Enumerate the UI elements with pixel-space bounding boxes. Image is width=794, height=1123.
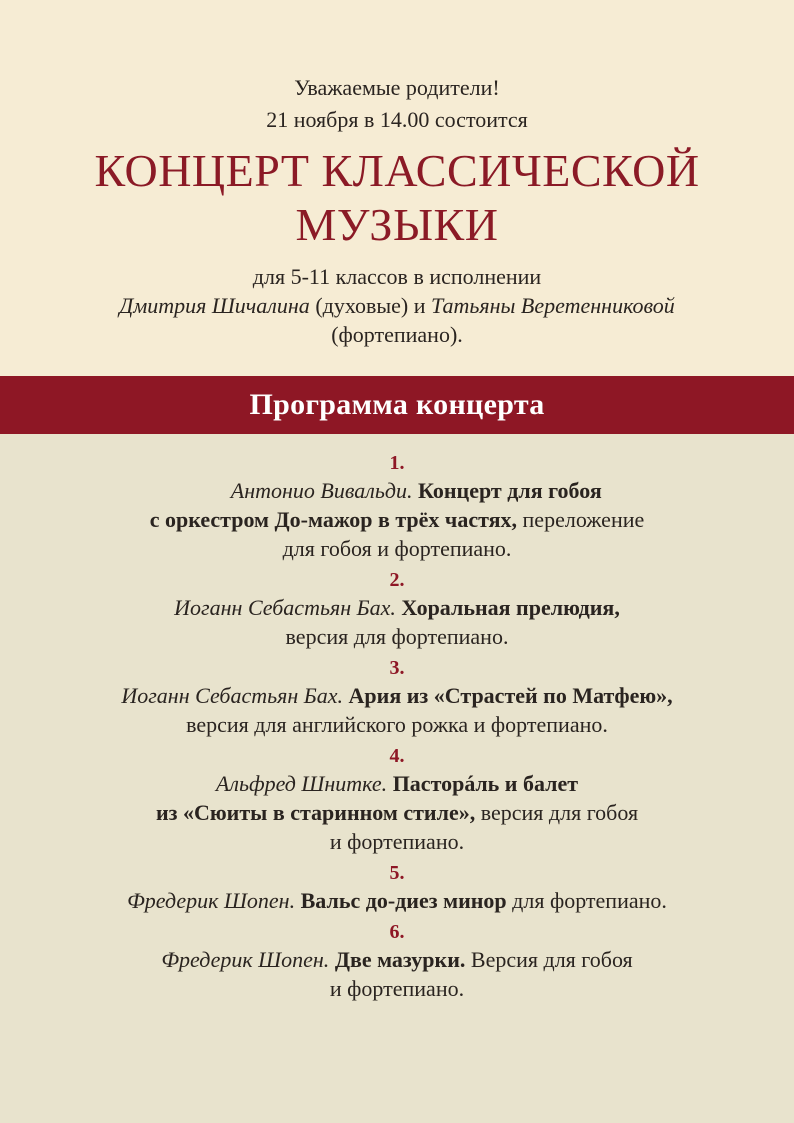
program-item-1: [77, 450, 717, 563]
work-title: Концерт для гобоя: [418, 478, 602, 503]
work-title: Хоральная прелюдия,: [401, 595, 620, 620]
item-number: 1.: [389, 452, 405, 474]
program-item-5: [77, 860, 717, 915]
work-title: Две мазурки.: [334, 947, 466, 972]
header-section: [0, 0, 794, 376]
title-line-1: КОНЦЕРТ КЛАССИЧЕСКОЙ: [94, 145, 700, 196]
composer: Альфред Шнитке.: [215, 771, 388, 796]
performer-2: Татьяны Веретенниковой: [431, 293, 675, 318]
work-title-cont: с оркестром До-мажор в трёх частях,: [149, 507, 518, 532]
arrangement: версия для фортепиано.: [285, 624, 509, 649]
page-title: [0, 144, 794, 252]
work-title-cont: из «Сюиты в старинном стиле»,: [155, 800, 476, 825]
composer: Иоганн Себастьян Бах.: [174, 595, 396, 620]
work-title: Ария из «Страстей по Матфею»,: [348, 683, 673, 708]
item-number: 5.: [389, 862, 405, 884]
greeting: Уважаемые родители!: [294, 75, 500, 100]
composer: Фредерик Шопен.: [161, 947, 330, 972]
arrangement-cont: и фортепиано.: [329, 829, 465, 854]
performer-1: Дмитрия Шичалина: [119, 293, 310, 318]
arrangement: для фортепиано.: [506, 888, 667, 913]
date-line: 21 ноября в 14.00 состоится: [266, 107, 528, 132]
program-item-4: [77, 743, 717, 856]
item-number: 3.: [389, 657, 405, 679]
arrangement-cont: для гобоя и фортепиано.: [282, 536, 512, 561]
program-title: Программа концерта: [249, 388, 545, 421]
composer: Антонио Вивальди.: [230, 478, 413, 503]
arrangement: Версия для гобоя: [465, 947, 633, 972]
performer-1-role: (духовые) и: [309, 293, 432, 318]
work-title: Пасторáль и балет: [392, 771, 579, 796]
arrangement: версия для гобоя: [475, 800, 639, 825]
composer: Фредерик Шопен.: [127, 888, 296, 913]
arrangement: версия для английского рожка и фортепиано.: [186, 712, 608, 737]
item-number: 2.: [389, 569, 405, 591]
performers-line: [0, 291, 794, 320]
program-banner: [0, 376, 794, 434]
program-item-6: [77, 919, 717, 1003]
item-number: 6.: [389, 921, 405, 943]
audience-line: для 5-11 классов в исполнении: [252, 264, 542, 289]
program-item-2: [77, 567, 717, 651]
performer-2-role: (фортепиано).: [331, 322, 463, 347]
title-line-2: МУЗЫКИ: [295, 199, 499, 250]
arrangement: переложение: [517, 507, 645, 532]
arrangement-cont: и фортепиано.: [329, 976, 465, 1001]
composer: Иоганн Себастьян Бах.: [121, 683, 344, 708]
work-title: Вальс до-диез минор: [300, 888, 507, 913]
program-list: [0, 434, 794, 1003]
program-item-3: [77, 655, 717, 739]
item-number: 4.: [389, 745, 405, 767]
